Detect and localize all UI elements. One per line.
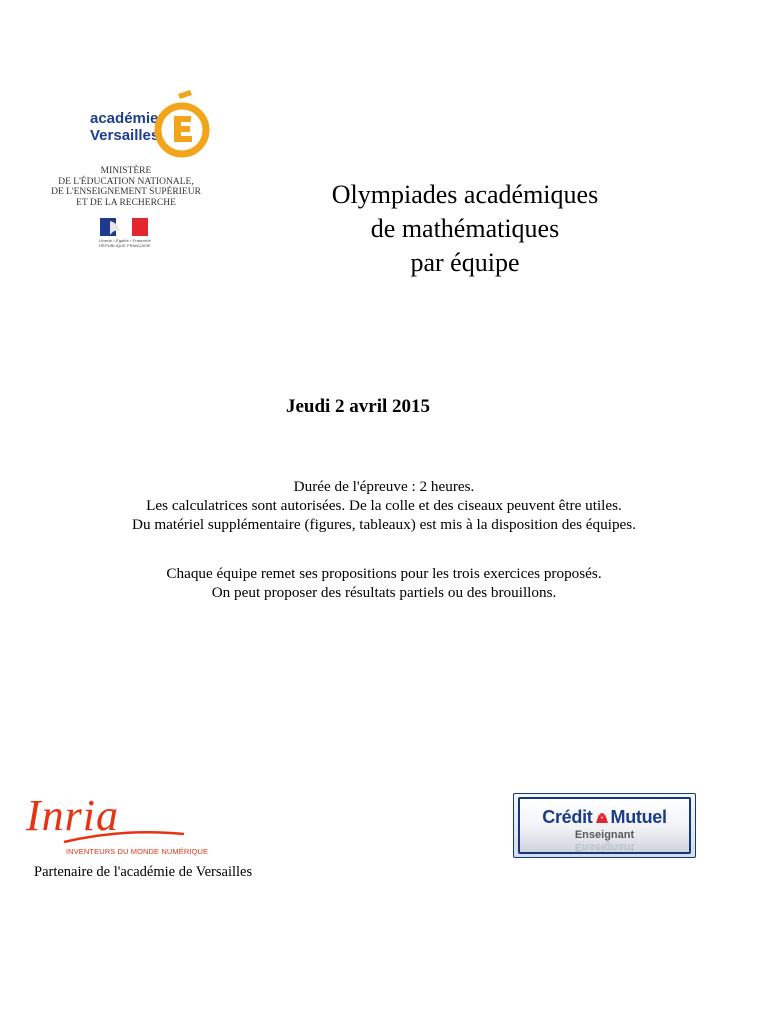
credit-mutuel-subtitle: Enseignant: [574, 829, 635, 841]
credit-mutuel-word1: Crédit: [542, 807, 593, 827]
exam-rules: [40, 477, 728, 534]
ministry-line: ET DE LA RECHERCHE: [76, 197, 176, 208]
ministry-text: [42, 166, 210, 208]
credit-mutuel-logo: [513, 793, 696, 858]
inria-swoosh-icon: [62, 824, 187, 846]
credit-mutuel-mark-icon: [595, 812, 609, 824]
rule-line: Chaque équipe remet ses propositions pour les trois exercices proposés.: [166, 565, 602, 582]
page-title: [260, 178, 670, 280]
credit-mutuel-frame: [518, 797, 691, 854]
credit-mutuel-subtitle-reflection: Enseignant: [574, 841, 635, 853]
academie-versailles-logo: [40, 84, 210, 250]
rule-line: Les calculatrices sont autorisées. De la colle et des ciseaux peuvent être utiles.: [146, 497, 622, 514]
inria-tagline: INVENTEURS DU MONDE NUMÉRIQUE: [66, 847, 209, 856]
inria-wordmark: Inria: [26, 791, 119, 840]
academy-name-line2: Versailles: [90, 127, 160, 144]
flag-caption: Liberté • Égalité • Fraternité RÉPUBLIQUE FRANÇAISE: [99, 238, 151, 248]
credit-mutuel-wordmark: [520, 807, 689, 828]
credit-mutuel-word2: Mutuel: [610, 807, 667, 827]
rule-line: Durée de l'épreuve : 2 heures.: [293, 478, 475, 495]
ministry-line: DE L'ÉDUCATION NATIONALE,: [58, 176, 194, 187]
title-line: Olympiades académiques: [331, 180, 599, 209]
ministry-line: DE L'ENSEIGNEMENT SUPÉRIEUR: [51, 187, 201, 197]
partner-caption: Partenaire de l'académie de Versailles: [34, 864, 253, 880]
title-line: de mathématiques: [370, 214, 560, 243]
academy-name-line1: académie: [90, 110, 159, 127]
submission-rules: [40, 564, 728, 602]
exam-date: Jeudi 2 avril 2015: [285, 396, 431, 417]
marianne-flag-icon: [100, 218, 150, 238]
ministry-line: MINISTÈRE: [100, 166, 152, 176]
academy-e-emblem-icon: [152, 88, 212, 160]
title-line: par équipe: [410, 248, 520, 277]
inria-logo: [22, 791, 209, 862]
rule-line: On peut proposer des résultats partiels ou des brouillons.: [211, 584, 557, 601]
rule-line: Du matériel supplémentaire (figures, tableaux) est mis à la disposition des équipes.: [131, 516, 636, 533]
